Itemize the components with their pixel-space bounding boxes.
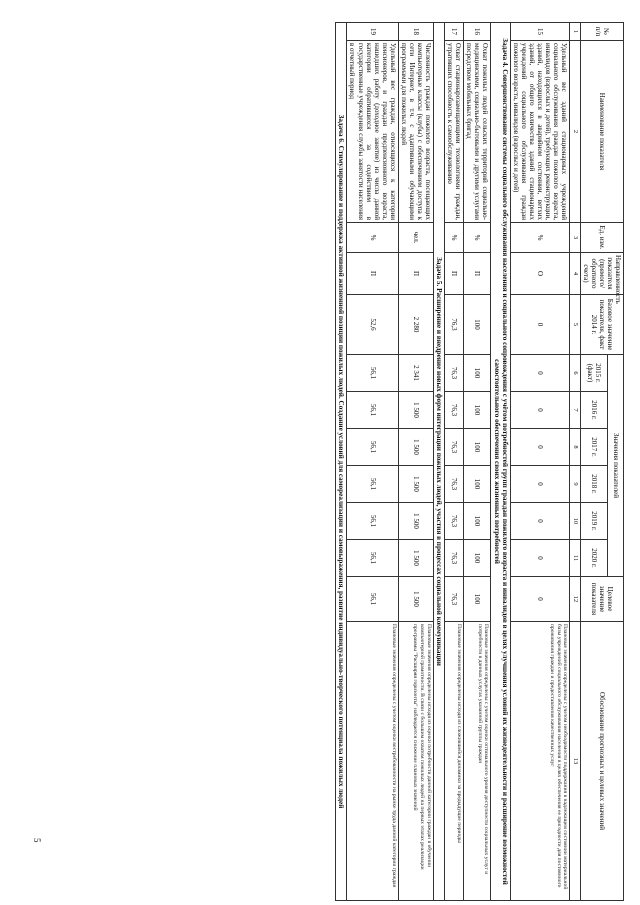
section-heading: Задача 4. Совершенствование системы социального обслуживания населения и социального сопровождения с учётом потребностей групп граждан пожилого возраста и инвалидов в целях улучшения условий их жизнедеятельности и расширение возможностей самостоятельного обеспечения своих жизненных потребностей [491, 23, 511, 901]
value-2018: 100 [464, 466, 491, 503]
table-body [336, 23, 624, 901]
column-number: 10 [570, 503, 580, 540]
header-values-group: Значения показателей [608, 355, 624, 577]
value-2016: 1 500 [398, 392, 433, 429]
value-2017: 1 500 [398, 429, 433, 466]
row-number: 16 [464, 23, 491, 41]
value-2020: 1 500 [398, 540, 433, 577]
target-value: 1 500 [398, 577, 433, 622]
value-2020: 0 [510, 540, 569, 577]
value-2019: 100 [464, 503, 491, 540]
section-row [433, 23, 444, 901]
indicator-name: Охват пожилых людей сельских территорий социально-медицинскими, социально-бытовыми и другими услугами посредством мобильных бригад [464, 41, 491, 223]
column-number: 12 [570, 577, 580, 622]
value-2020: 100 [464, 540, 491, 577]
section-heading: Задача 6. Стимулирование и поддержка активной жизненной позиции пожилых людей. Создание условий для самореализации и самовыражения, развитие индивидуально-творческого потенциала пожилых людей [336, 23, 347, 901]
column-number: 3 [570, 223, 580, 253]
base-value: 2 280 [398, 295, 433, 355]
value-2016: 56,1 [347, 392, 398, 429]
column-number: 7 [570, 392, 580, 429]
indicator-name: Удельный вес зданий стационарных учреждений социального обслуживания граждан пожилого возраста, инвалидов (взрослых и детей), требующих реконструкции, зданий, находящихся в аварийном состоянии, ветхих зданий, от общего количества зданий стационарных учреждений социального обслуживания граждан пожилого возраста, инвалидов (взрослых и детей) [510, 41, 569, 223]
header-row [608, 23, 624, 901]
indicator-name: Численность граждан пожилого возраста, посещающих компьютерные классы (клубы) с обеспечением доступа к сети Интернет, в т.ч. с адаптивными обучающими программами для пожилых людей [398, 41, 433, 223]
row-number: 17 [445, 23, 464, 41]
header-year: 2019 г. [580, 503, 607, 540]
value-2016: 100 [464, 392, 491, 429]
header-no: № п/п [580, 23, 623, 41]
column-number: 11 [570, 540, 580, 577]
value-2017: 100 [464, 429, 491, 466]
header-year: 2017 г. [580, 429, 607, 466]
justification-text: Плановые значения определены с учетом оценки востребованности на рынке труда данной категории граждан [347, 622, 398, 901]
unit: чел. [398, 223, 433, 253]
base-value: 52,6 [347, 295, 398, 355]
value-2015: 56,1 [347, 355, 398, 392]
indicator-name: Охват стационарозамещающими технологиями граждан, утративших способность к самообслуживанию [445, 41, 464, 223]
base-value: 76,3 [445, 295, 464, 355]
base-value: 100 [464, 295, 491, 355]
table-row [510, 23, 569, 901]
value-2019: 76,3 [445, 503, 464, 540]
value-2017: 0 [510, 429, 569, 466]
justification-text: Плановые значения определены исходя из сложившейся динамики за предыдущие периоды [445, 622, 464, 901]
row-number: 18 [398, 23, 433, 41]
direction: П [398, 253, 433, 295]
header-name: Наименование показателя [580, 41, 623, 223]
column-number: 5 [570, 295, 580, 355]
column-number: 6 [570, 355, 580, 392]
value-2019: 56,1 [347, 503, 398, 540]
value-2016: 0 [510, 392, 569, 429]
value-2016: 76,3 [445, 392, 464, 429]
value-2017: 56,1 [347, 429, 398, 466]
direction: П [464, 253, 491, 295]
header-year: 2020 г. [580, 540, 607, 577]
column-number: 1 [570, 23, 580, 41]
unit: % [347, 223, 398, 253]
value-2018: 76,3 [445, 466, 464, 503]
unit: % [510, 223, 569, 253]
justification-text: Плановые значения определены с учетом необходимости поддержания в надлежащем состоянии материальной базы учреждений социального обслуживания населения в целях обеспечения ее пригодности для постоянного проживания граждан и предоставления качественных услуг [510, 622, 569, 901]
value-2018: 56,1 [347, 466, 398, 503]
header-year: 2016 г. [580, 392, 607, 429]
header-base: Базовое значение показателя, факт 2014 г. [580, 295, 623, 355]
header-justification: Обоснование прогнозных и целевых значений [580, 622, 623, 901]
row-number: 19 [347, 23, 398, 41]
value-2018: 1 500 [398, 466, 433, 503]
section-heading: Задача 5. Расширение и внедрение новых форм интеграции пожилых людей, участия в процессах социальной коммуникации [433, 23, 444, 901]
page-number: 5 [32, 838, 42, 843]
value-2015: 100 [464, 355, 491, 392]
direction: О [510, 253, 569, 295]
column-number: 13 [570, 622, 580, 901]
target-value: 56,1 [347, 577, 398, 622]
value-2017: 76,3 [445, 429, 464, 466]
header-year: 2018 г. [580, 466, 607, 503]
value-2015: 0 [510, 355, 569, 392]
value-2015: 76,3 [445, 355, 464, 392]
column-number: 4 [570, 253, 580, 295]
column-number: 8 [570, 429, 580, 466]
direction: П [347, 253, 398, 295]
indicator-name: Удельный вес граждан, относящихся к категории пенсионеров, и граждан предпенсионного возраста, нашедших работу (доходное занятие) из числа данной категории обратившихся за содействием в государственные учреждения службы занятости населения в отчетный период [347, 41, 398, 223]
column-number: 9 [570, 466, 580, 503]
value-2020: 56,1 [347, 540, 398, 577]
value-2020: 76,3 [445, 540, 464, 577]
section-row [491, 23, 511, 901]
header-target: Целевое значение показателя [580, 577, 623, 622]
column-number: 2 [570, 41, 580, 223]
justification-text: Плановые значения определены исходя из оценки потребности данной категории граждан в обучении компьютерной грамотности. В связи с большим охватом пожилых людей на первых этапах реализации программы "Расширяя горизонты" наблюдается снижение плановых значений [398, 622, 433, 901]
direction: П [445, 253, 464, 295]
value-2019: 1 500 [398, 503, 433, 540]
target-value: 76,3 [445, 577, 464, 622]
header-unit: Ед. изм. [580, 223, 623, 253]
indicators-table [335, 22, 624, 901]
section-row [336, 23, 347, 901]
header-year: 2015 г. (факт) [580, 355, 607, 392]
unit: % [445, 223, 464, 253]
table-row [398, 23, 433, 901]
target-value: 0 [510, 577, 569, 622]
value-2019: 0 [510, 503, 569, 540]
header-direction: Направленность показателя (прямого/обратного счета) [580, 253, 623, 295]
value-2018: 0 [510, 466, 569, 503]
table-row [445, 23, 464, 901]
base-value: 0 [510, 295, 569, 355]
table-row [464, 23, 491, 901]
row-number: 15 [510, 23, 569, 41]
unit: % [464, 223, 491, 253]
justification-text: Плановые значения определены с учетом оценки оптимального уровня доступности социальных услуг и потребности в данных услугах указанной группы граждан [464, 622, 491, 901]
value-2015: 2 341 [398, 355, 433, 392]
column-numbers-row [570, 23, 580, 901]
table-row [347, 23, 398, 901]
target-value: 100 [464, 577, 491, 622]
